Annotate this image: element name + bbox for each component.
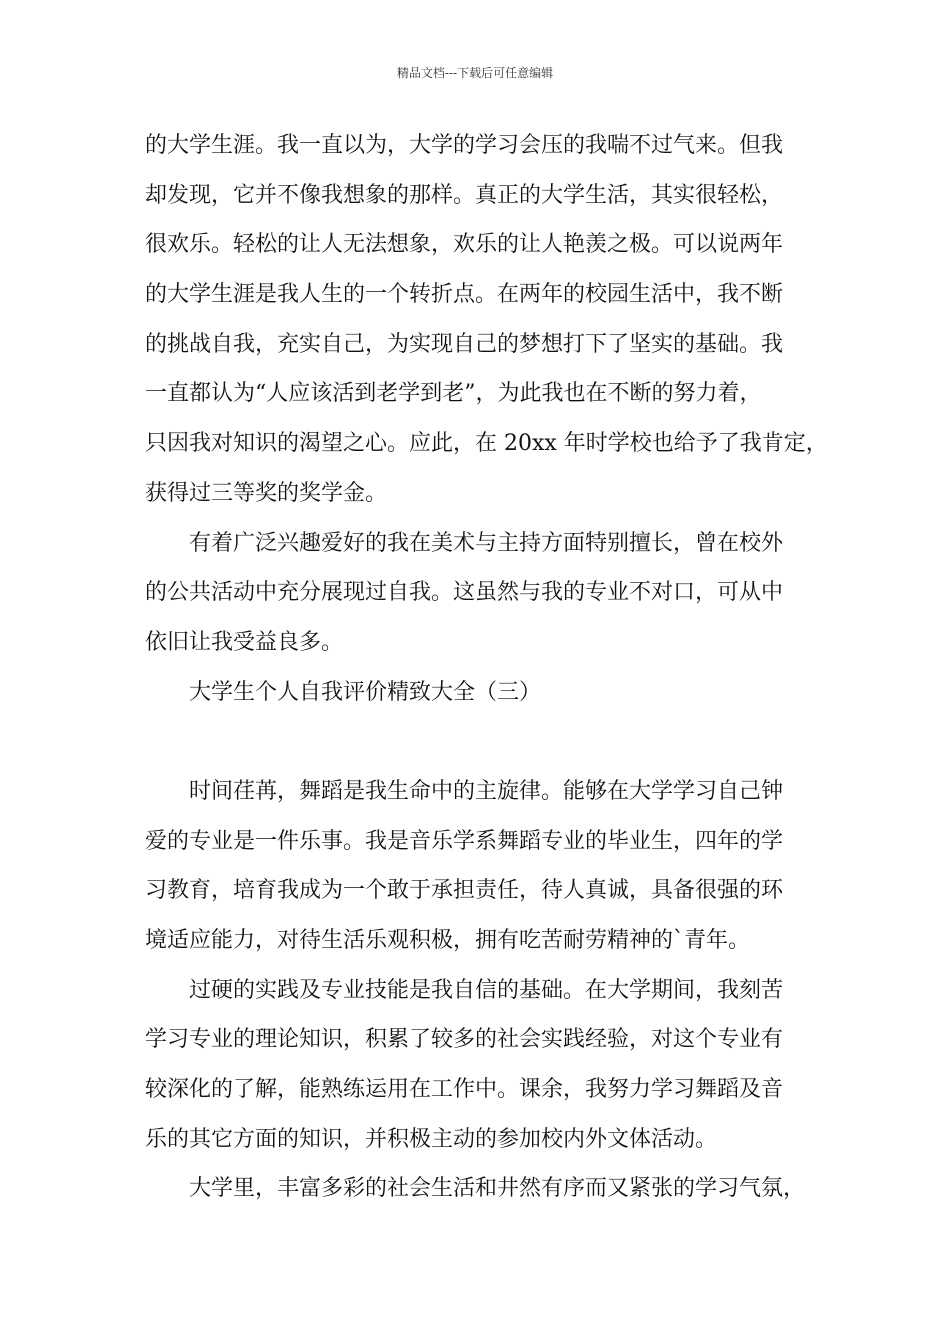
text-line: 较深化的了解，能熟练运用在工作中。课余，我努力学习舞蹈及音 <box>145 1077 784 1103</box>
paragraph <box>145 777 825 956</box>
text-line: 获得过三等奖的奖学金。 <box>145 480 388 506</box>
paragraph <box>145 529 825 658</box>
text-line: 一直都认为“人应该活到老学到老”，为此我也在不断的努力着， <box>145 381 762 407</box>
text-line: 境适应能力，对待生活乐观积极，拥有吃苦耐劳精神的`青年。 <box>145 928 751 953</box>
paragraph <box>145 131 828 509</box>
text-line: 的公共活动中充分展现过自我。这虽然与我的专业不对口，可从中 <box>145 580 784 606</box>
text-line: 过硬的实践及专业技能是我自信的基础。在大学期间，我刻苦 <box>189 977 784 1003</box>
text-line: 乐的其它方面的知识，并积极主动的参加校内外文体活动。 <box>145 1126 718 1152</box>
text-line: 的挑战自我，充实自己，为实现自己的梦想打下了坚实的基础。我 <box>145 331 784 357</box>
paragraph <box>145 1174 825 1204</box>
text-line: 有着广泛兴趣爱好的我在美术与主持方面特别擅长，曾在校外 <box>189 530 784 556</box>
text-line: 却发现，它并不像我想象的那样。真正的大学生活，其实很轻松， <box>145 182 784 208</box>
text-line: 依旧让我受益良多。 <box>145 629 344 655</box>
text-line: 时间荏苒，舞蹈是我生命中的主旋律。能够在大学学习自己钟 <box>189 778 784 804</box>
text-line: 习教育，培育我成为一个敢于承担责任，待人真诚，具备很强的环 <box>145 878 784 904</box>
text-line: 大学里，丰富多彩的社会生活和井然有序而又紧张的学习气氛， <box>189 1176 806 1202</box>
blank-line <box>145 727 825 777</box>
text-line: 爱的专业是一件乐事。我是音乐学系舞蹈专业的毕业生，四年的学 <box>145 828 784 854</box>
page-header: 精品文档---下载后可任意编辑 <box>396 66 554 80</box>
text-line: 的大学生涯。我一直以为，大学的学习会压的我喘不过气来。但我 <box>145 133 784 158</box>
document-body <box>145 131 828 1224</box>
text-line: 学习专业的理论知识，积累了较多的社会实践经验，对这个专业有 <box>145 1027 784 1053</box>
paragraph <box>145 976 825 1155</box>
section-heading <box>145 678 825 708</box>
heading-text: 大学生个人自我评价精致大全（三） <box>189 679 542 705</box>
text-line: 只因我对知识的渴望之心。应此，在 20xx 年时学校也给予了我肯定， <box>145 431 828 457</box>
text-line: 很欢乐。轻松的让人无法想象，欢乐的让人艳羡之极。可以说两年 <box>145 232 784 258</box>
text-line: 的大学生涯是我人生的一个转折点。在两年的校园生活中，我不断 <box>145 282 784 308</box>
